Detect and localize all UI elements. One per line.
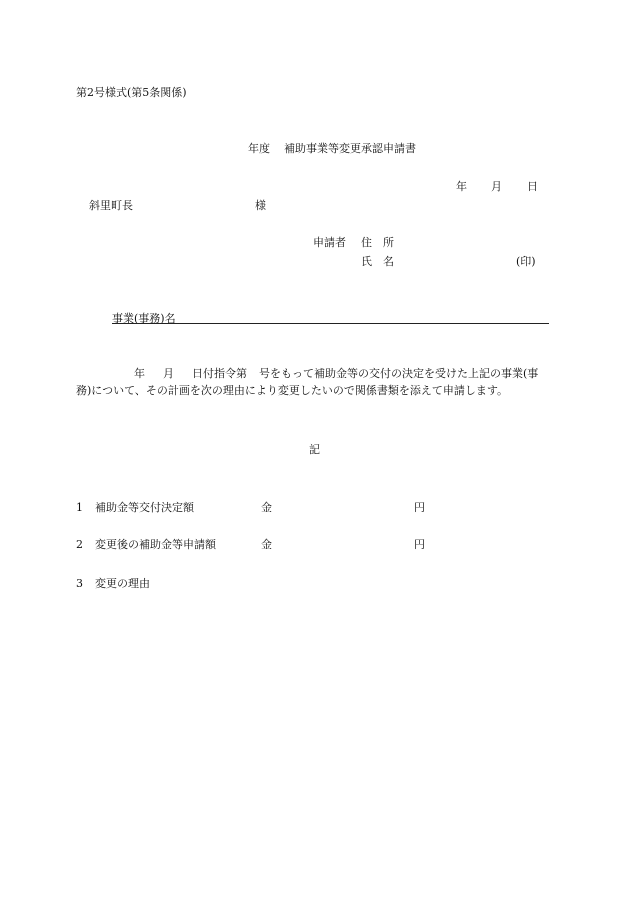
item-3-number: 3 — [76, 577, 83, 590]
body-month: 月 — [163, 367, 174, 380]
item-1-unit: 円 — [414, 501, 425, 514]
item-2-currency: 金 — [261, 538, 272, 551]
document-title — [248, 142, 416, 156]
title-main: 補助事業等変更承認申請書 — [284, 142, 416, 155]
item-1-number: 1 — [76, 501, 83, 514]
date-day: 日 — [527, 180, 538, 193]
date-month: 月 — [491, 180, 502, 193]
body-day-command: 日付指令第 — [192, 367, 247, 380]
body-line2-3: 事業(事務)について、その計画を次の理由により変更したいので関係書類を添えて申請します。 — [76, 367, 539, 397]
form-number: 第2号様式(第5条関係) — [76, 86, 187, 99]
body-year: 年 — [134, 367, 145, 380]
ki-label: 記 — [309, 443, 320, 456]
item-1-label: 補助金等交付決定額 — [95, 501, 194, 514]
project-name-underline — [112, 323, 549, 324]
applicant-label: 申請者 — [313, 236, 346, 249]
item-2-unit: 円 — [414, 538, 425, 551]
item-2-number: 2 — [76, 538, 83, 551]
item-1-currency: 金 — [261, 501, 272, 514]
applicant-address-label: 住 所 — [361, 236, 394, 249]
addressee-honorific: 様 — [255, 199, 266, 212]
addressee-name: 斜里町長 — [89, 199, 133, 212]
item-2-label: 変更後の補助金等申請額 — [95, 538, 216, 551]
applicant-name-label: 氏 名 — [361, 255, 394, 268]
request-body — [76, 365, 550, 399]
applicant-seal: (印) — [516, 255, 536, 268]
project-name-label: 事業(事務)名 — [112, 312, 176, 325]
body-line1-rest: 号をもって補助金等の交付の決定を受けた上記の — [259, 367, 501, 380]
title-year-label: 年度 — [248, 142, 270, 155]
date-year: 年 — [456, 180, 467, 193]
item-3-label: 変更の理由 — [95, 577, 150, 590]
